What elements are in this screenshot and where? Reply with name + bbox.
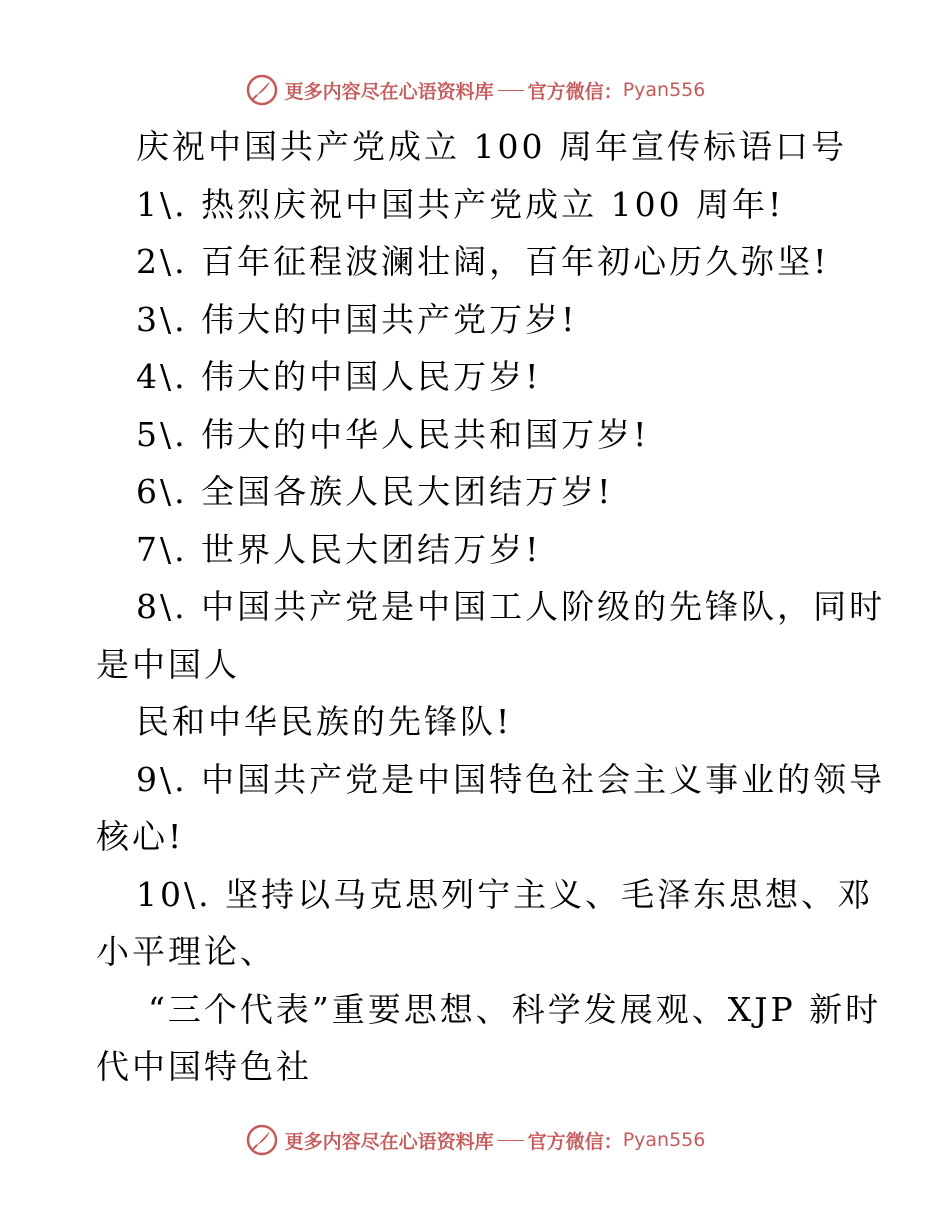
watermark-wechat-id: Pyan556 [622, 79, 706, 101]
slogan-line-continued: 是中国人 [96, 644, 240, 684]
watermark-wechat-id: Pyan556 [622, 1129, 706, 1151]
slogan-line: 2\. 百年征程波澜壮阔，百年初心历久弥坚! [136, 242, 830, 281]
footer-watermark [0, 1120, 950, 1160]
header-watermark [0, 70, 950, 110]
watermark-wechat-label: 官方微信： [527, 1130, 623, 1153]
document-body [96, 118, 886, 1096]
slogan-line-continued: 代中国特色社 [96, 1047, 312, 1086]
slogan-line: 3\. 伟大的中国共产党万岁! [136, 299, 578, 339]
slogan-line: 10\. 坚持以马克思列宁主义、毛泽东思想、邓 [136, 874, 874, 914]
slogan-line: 7\. 世界人民大团结万岁! [136, 529, 542, 569]
watermark-library-text: 更多内容尽在心语资料库 [284, 80, 494, 103]
slogan-line-continued: 民和中华民族的先锋队! [136, 702, 513, 741]
watermark-wechat-label: 官方微信： [527, 80, 623, 103]
watermark-library-text: 更多内容尽在心语资料库 [284, 1130, 494, 1153]
watermark-separator [498, 90, 524, 91]
document-title: 庆祝中国共产党成立 100 周年宣传标语口号 [136, 127, 847, 166]
slogan-line-continued: “三个代表”重要思想、科学发展观、XJP 新时 [148, 989, 882, 1029]
slogan-line-continued: 小平理论、 [96, 932, 276, 971]
slogan-line: 9\. 中国共产党是中国特色社会主义事业的领导 [136, 759, 886, 799]
slogan-line: 8\. 中国共产党是中国工人阶级的先锋队，同时 [136, 587, 886, 626]
slogan-line: 4\. 伟大的中国人民万岁! [136, 357, 542, 396]
slogan-line: 1\. 热烈庆祝中国共产党成立 100 周年! [136, 184, 785, 224]
feather-logo-icon [245, 73, 279, 107]
watermark-separator [498, 1140, 524, 1141]
slogan-line-continued: 核心! [96, 817, 185, 856]
slogan-line: 6\. 全国各族人民大团结万岁! [136, 472, 614, 511]
slogan-line: 5\. 伟大的中华人民共和国万岁! [136, 414, 650, 454]
feather-logo-icon [245, 1123, 279, 1157]
